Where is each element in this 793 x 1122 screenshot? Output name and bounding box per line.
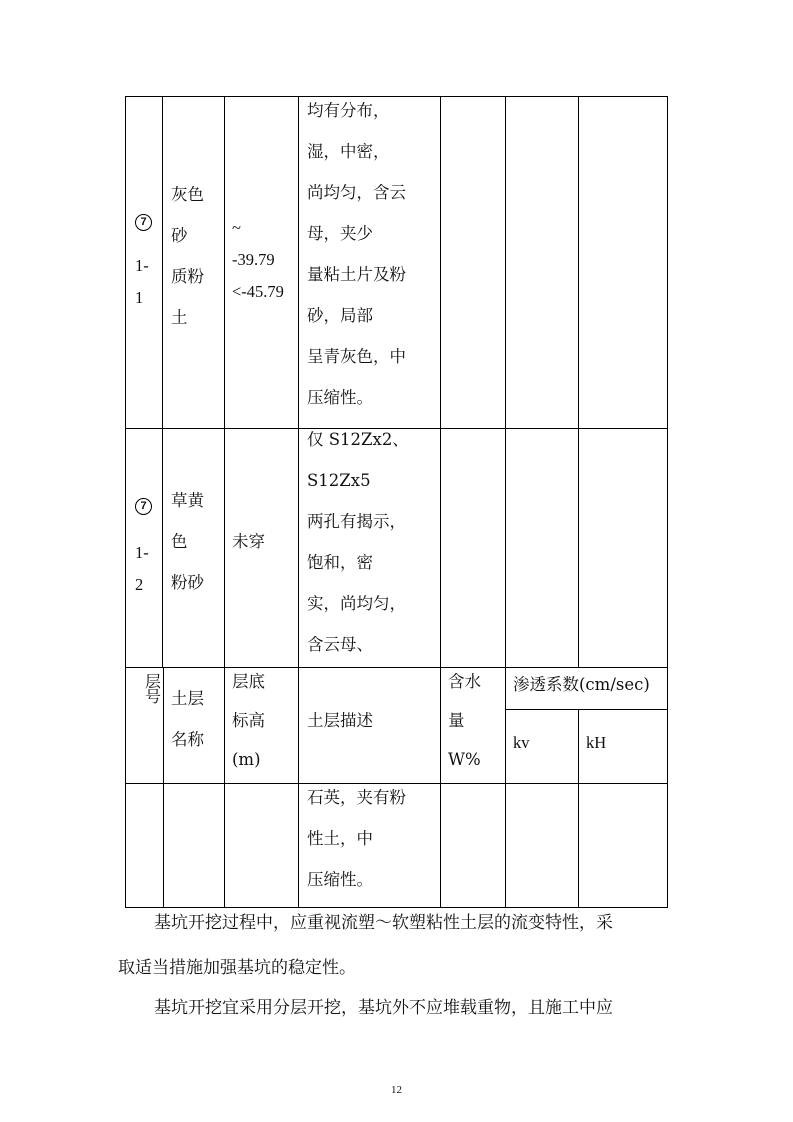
col-divider — [162, 96, 163, 667]
layer-sub-number: 1- 1 — [135, 256, 149, 307]
header-permeability: 渗透系数(cm/sec) — [513, 675, 650, 694]
col-divider — [298, 96, 299, 908]
body-paragraph: 基坑开挖过程中，应重视流塑～软塑粘性土层的流变特性，采 取适当措施加强基坑的稳定性。 — [118, 913, 613, 978]
table-border-left — [125, 96, 126, 908]
soil-description: 石英，夹有粉 性土，中 压缩性。 — [307, 788, 406, 889]
circled-number-icon: 7 — [135, 498, 152, 515]
col-divider — [505, 96, 506, 908]
col-divider — [163, 667, 164, 908]
header-kv: kv — [513, 733, 530, 752]
header-kh: kH — [586, 733, 607, 752]
header-soil-name: 土层 名称 — [171, 689, 204, 749]
soil-name: 草黄 色 粉砂 — [171, 491, 204, 592]
body-paragraph: 基坑开挖宜采用分层开挖，基坑外不应堆载重物，且施工中应 — [154, 998, 613, 1018]
header-water-content: 含水 量 W% — [448, 672, 481, 769]
bottom-elevation: ~ -39.79 <-45.79 — [232, 218, 284, 301]
col-divider — [578, 709, 579, 908]
col-divider — [224, 96, 225, 908]
header-layer-no: 层 号 — [144, 672, 161, 706]
table-border-right — [667, 96, 668, 908]
header-bottom-elevation: 层底 标高 (m) — [232, 672, 265, 769]
col-divider — [440, 96, 441, 908]
header-subdivider — [505, 709, 668, 710]
col-divider — [578, 96, 579, 667]
circled-number-icon: 7 — [135, 214, 152, 231]
soil-name: 灰色 砂 质粉 土 — [171, 185, 204, 327]
page-number: 12 — [391, 1084, 402, 1096]
soil-description: 仅 S12Zx2、 S12Zx5 两孔有揭示， 饱和，密 实，尚均匀， 含云母、 — [307, 430, 409, 654]
soil-description: 均有分布， 湿，中密， 尚均匀，含云 母，夹少 量粘土片及粉 砂，局部 呈青灰色，中 压缩性。 — [307, 101, 406, 407]
header-soil-description: 土层描述 — [307, 711, 373, 730]
bottom-elevation: 未穿 — [232, 532, 265, 551]
layer-sub-number: 1- 2 — [135, 543, 149, 594]
